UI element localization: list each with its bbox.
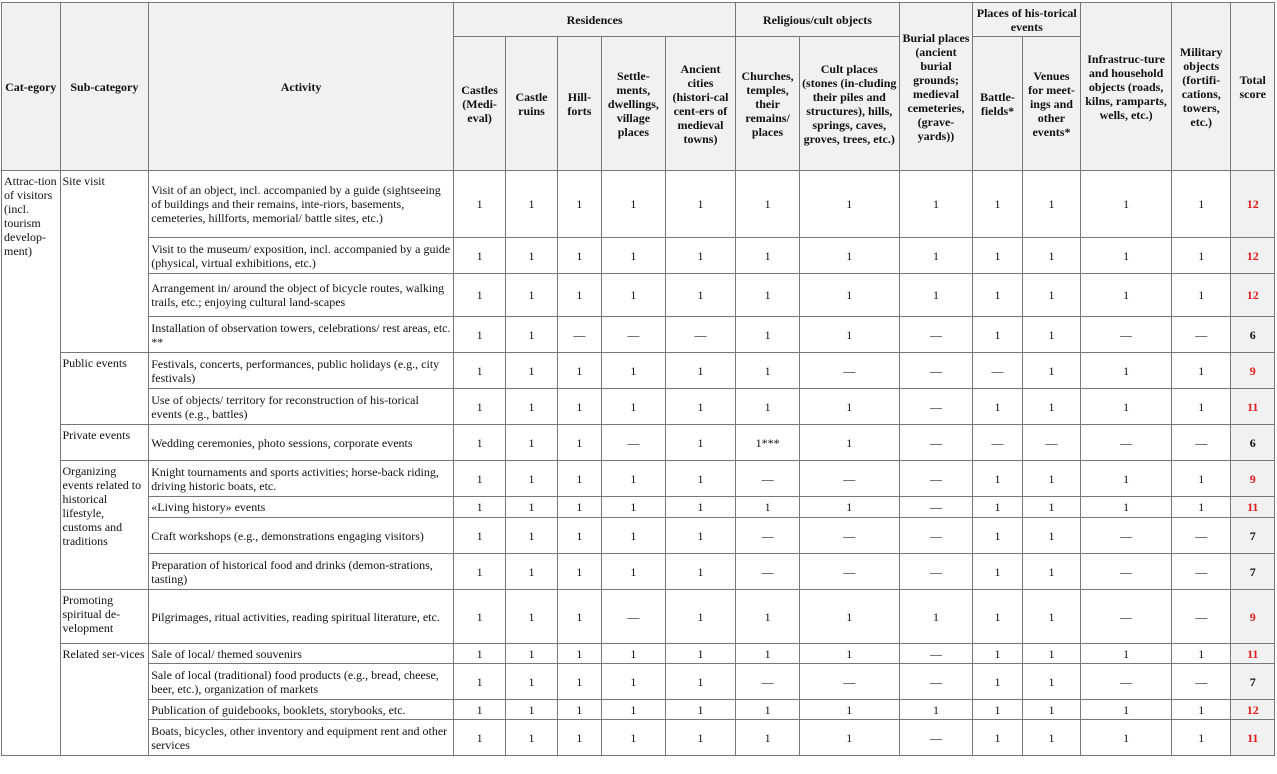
value-cell: 1 — [506, 389, 557, 425]
value-cell: 1 — [602, 518, 666, 554]
col-header-ancient-cities: Ancient cities (histori-cal cent-ers of medieval towns) — [665, 37, 736, 171]
value-cell: — — [1171, 664, 1231, 700]
total-score-cell: 12 — [1231, 171, 1275, 238]
value-cell: 1 — [899, 700, 973, 720]
col-header-castles: Castles (Medi-eval) — [453, 37, 505, 171]
table-row — [2, 425, 1275, 461]
value-cell: — — [602, 317, 666, 353]
value-cell: 1 — [665, 518, 736, 554]
value-cell: 1 — [1022, 720, 1081, 756]
activity-cell: Installation of observation towers, celebrations/ rest areas, etc. ** — [149, 317, 454, 353]
table-row — [2, 389, 1275, 425]
value-cell: 1 — [973, 238, 1022, 274]
value-cell: 1 — [602, 700, 666, 720]
table-row — [2, 171, 1275, 238]
value-cell: — — [899, 461, 973, 497]
value-cell: 1 — [1022, 238, 1081, 274]
value-cell: 1 — [899, 171, 973, 238]
subcategory-cell: Promoting spiritual de-velopment — [60, 590, 149, 644]
value-cell: — — [1081, 425, 1172, 461]
group-header-burial: Burial places (ancient burial grounds; medieval cemeteries, (grave-yards)) — [899, 3, 973, 171]
value-cell: 1 — [736, 171, 800, 238]
value-cell: 1 — [973, 497, 1022, 518]
value-cell: — — [1081, 317, 1172, 353]
value-cell: — — [1171, 317, 1231, 353]
value-cell: — — [899, 644, 973, 664]
value-cell: 1 — [973, 389, 1022, 425]
value-cell: 1 — [1171, 353, 1231, 389]
activity-cell: Pilgrimages, ritual activities, reading spiritual literature, etc. — [149, 590, 454, 644]
group-header-residences: Residences — [453, 3, 735, 37]
value-cell: 1 — [506, 554, 557, 590]
total-score-cell: 9 — [1231, 353, 1275, 389]
value-cell: — — [736, 554, 800, 590]
value-cell: — — [899, 389, 973, 425]
col-header-battlefields: Battle-fields* — [973, 37, 1022, 171]
value-cell: 1 — [1022, 554, 1081, 590]
value-cell: 1*** — [736, 425, 800, 461]
activity-cell: Knight tournaments and sports activities; horse-back riding, driving historic boats, etc. — [149, 461, 454, 497]
value-cell: 1 — [736, 720, 800, 756]
table-row — [2, 274, 1275, 317]
value-cell: — — [899, 425, 973, 461]
value-cell: 1 — [1171, 274, 1231, 317]
subcategory-cell: Public events — [60, 353, 149, 425]
value-cell: 1 — [453, 317, 505, 353]
value-cell: 1 — [1081, 461, 1172, 497]
activity-cell: Boats, bicycles, other inventory and equipment rent and other services — [149, 720, 454, 756]
subcategory-cell: Related ser-vices — [60, 644, 149, 756]
activity-cell: Sale of local/ themed souvenirs — [149, 644, 454, 664]
table-body — [2, 171, 1275, 756]
value-cell: 1 — [1081, 389, 1172, 425]
value-cell: 1 — [665, 700, 736, 720]
value-cell: 1 — [453, 720, 505, 756]
activity-cell: Wedding ceremonies, photo sessions, corporate events — [149, 425, 454, 461]
value-cell: 1 — [665, 590, 736, 644]
value-cell: 1 — [1022, 518, 1081, 554]
value-cell: 1 — [899, 590, 973, 644]
value-cell: 1 — [453, 518, 505, 554]
col-header-category: Cat-egory — [2, 3, 61, 171]
value-cell: 1 — [665, 389, 736, 425]
value-cell: 1 — [453, 554, 505, 590]
value-cell: 1 — [973, 700, 1022, 720]
value-cell: 1 — [665, 664, 736, 700]
activity-cell: Craft workshops (e.g., demonstrations engaging visitors) — [149, 518, 454, 554]
value-cell: 1 — [506, 425, 557, 461]
value-cell: 1 — [506, 274, 557, 317]
value-cell: 1 — [506, 720, 557, 756]
value-cell: 1 — [1022, 590, 1081, 644]
table-row — [2, 590, 1275, 644]
value-cell: 1 — [736, 700, 800, 720]
total-score-cell: 9 — [1231, 590, 1275, 644]
value-cell: 1 — [736, 644, 800, 664]
value-cell: — — [1081, 518, 1172, 554]
total-score-cell: 12 — [1231, 700, 1275, 720]
activity-cell: Visit to the museum/ exposition, incl. accompanied by a guide (physical, virtual exhibitions, etc.) — [149, 238, 454, 274]
activity-cell: Festivals, concerts, performances, public holidays (e.g., city festivals) — [149, 353, 454, 389]
value-cell: 1 — [665, 497, 736, 518]
col-header-activity: Activity — [149, 3, 454, 171]
value-cell: 1 — [665, 353, 736, 389]
value-cell: 1 — [799, 171, 899, 238]
value-cell: 1 — [1171, 389, 1231, 425]
total-score-cell: 6 — [1231, 317, 1275, 353]
value-cell: 1 — [1081, 353, 1172, 389]
value-cell: 1 — [799, 590, 899, 644]
value-cell: — — [799, 518, 899, 554]
value-cell: 1 — [799, 425, 899, 461]
value-cell: 1 — [799, 644, 899, 664]
value-cell: 1 — [736, 274, 800, 317]
value-cell: 1 — [557, 700, 601, 720]
value-cell: 1 — [602, 171, 666, 238]
value-cell: 1 — [1171, 461, 1231, 497]
value-cell: 1 — [506, 497, 557, 518]
value-cell: — — [973, 353, 1022, 389]
col-header-castle-ruins: Castle ruins — [506, 37, 557, 171]
total-score-cell: 12 — [1231, 238, 1275, 274]
value-cell: — — [665, 317, 736, 353]
value-cell: — — [1022, 425, 1081, 461]
group-header-military: Military objects (fortifi-cations, towers, etc.) — [1171, 3, 1231, 171]
value-cell: 1 — [973, 518, 1022, 554]
value-cell: — — [799, 554, 899, 590]
value-cell: 1 — [506, 171, 557, 238]
activity-scoring-table — [1, 2, 1275, 756]
subcategory-cell: Private events — [60, 425, 149, 461]
value-cell: 1 — [602, 497, 666, 518]
value-cell: — — [602, 590, 666, 644]
value-cell: — — [602, 425, 666, 461]
value-cell: 1 — [453, 590, 505, 644]
activity-cell: «Living history» events — [149, 497, 454, 518]
value-cell: 1 — [973, 664, 1022, 700]
col-header-hillforts: Hill-forts — [557, 37, 601, 171]
value-cell: 1 — [736, 389, 800, 425]
subcategory-cell: Site visit — [60, 171, 149, 353]
value-cell: 1 — [602, 353, 666, 389]
group-header-religious: Religious/cult objects — [736, 3, 899, 37]
col-header-churches: Churches, temples, their remains/ places — [736, 37, 800, 171]
group-header-infrastructure: Infrastruc-ture and household objects (roads, kilns, ramparts, wells, etc.) — [1081, 3, 1172, 171]
value-cell: 1 — [557, 274, 601, 317]
value-cell: 1 — [1081, 238, 1172, 274]
value-cell: — — [899, 554, 973, 590]
value-cell: 1 — [453, 353, 505, 389]
value-cell: — — [1081, 664, 1172, 700]
value-cell: 1 — [973, 171, 1022, 238]
value-cell: 1 — [1081, 497, 1172, 518]
table-row — [2, 497, 1275, 518]
value-cell: 1 — [557, 497, 601, 518]
total-score-cell: 6 — [1231, 425, 1275, 461]
value-cell: 1 — [736, 353, 800, 389]
value-cell: 1 — [736, 590, 800, 644]
value-cell: 1 — [1081, 274, 1172, 317]
value-cell: 1 — [557, 171, 601, 238]
value-cell: — — [799, 664, 899, 700]
value-cell: — — [736, 518, 800, 554]
col-header-total: Total score — [1231, 3, 1275, 171]
table-row — [2, 238, 1275, 274]
value-cell: 1 — [506, 664, 557, 700]
value-cell: 1 — [799, 317, 899, 353]
col-header-venues: Venues for meet-ings and other events* — [1022, 37, 1081, 171]
value-cell: 1 — [899, 274, 973, 317]
value-cell: 1 — [506, 644, 557, 664]
value-cell: 1 — [506, 461, 557, 497]
value-cell: 1 — [506, 700, 557, 720]
value-cell: 1 — [1081, 171, 1172, 238]
value-cell: 1 — [602, 389, 666, 425]
value-cell: 1 — [453, 274, 505, 317]
total-score-cell: 7 — [1231, 554, 1275, 590]
value-cell: 1 — [453, 497, 505, 518]
total-score-cell: 11 — [1231, 389, 1275, 425]
value-cell: 1 — [453, 644, 505, 664]
value-cell: 1 — [557, 664, 601, 700]
value-cell: 1 — [453, 171, 505, 238]
value-cell: — — [799, 461, 899, 497]
value-cell: — — [1081, 590, 1172, 644]
value-cell: 1 — [973, 461, 1022, 497]
value-cell: — — [1171, 590, 1231, 644]
value-cell: — — [736, 461, 800, 497]
table-row — [2, 664, 1275, 700]
value-cell: 1 — [1171, 238, 1231, 274]
value-cell: 1 — [557, 720, 601, 756]
value-cell: 1 — [1022, 389, 1081, 425]
value-cell: 1 — [557, 238, 601, 274]
value-cell: — — [973, 425, 1022, 461]
col-header-settlements: Settle-ments, dwellings, village places — [602, 37, 666, 171]
value-cell: 1 — [665, 720, 736, 756]
value-cell: 1 — [453, 389, 505, 425]
total-score-cell: 11 — [1231, 497, 1275, 518]
value-cell: — — [736, 664, 800, 700]
value-cell: — — [557, 317, 601, 353]
value-cell: 1 — [799, 238, 899, 274]
value-cell: 1 — [506, 518, 557, 554]
value-cell: 1 — [602, 664, 666, 700]
value-cell: 1 — [1171, 720, 1231, 756]
value-cell: 1 — [1022, 644, 1081, 664]
activity-cell: Arrangement in/ around the object of bicycle routes, walking trails, etc.; enjoying cultural land-scapes — [149, 274, 454, 317]
value-cell: 1 — [973, 317, 1022, 353]
activity-cell: Publication of guidebooks, booklets, storybooks, etc. — [149, 700, 454, 720]
total-score-cell: 7 — [1231, 518, 1275, 554]
value-cell: 1 — [506, 353, 557, 389]
table-row — [2, 720, 1275, 756]
total-score-cell: 9 — [1231, 461, 1275, 497]
table-row — [2, 518, 1275, 554]
value-cell: 1 — [799, 389, 899, 425]
group-header-historical-events: Places of his-torical events — [973, 3, 1081, 37]
value-cell: — — [1171, 518, 1231, 554]
table-row — [2, 554, 1275, 590]
value-cell: 1 — [1171, 644, 1231, 664]
value-cell: 1 — [665, 171, 736, 238]
total-score-cell: 12 — [1231, 274, 1275, 317]
value-cell: 1 — [1022, 274, 1081, 317]
value-cell: — — [899, 353, 973, 389]
value-cell: 1 — [973, 644, 1022, 664]
value-cell: 1 — [665, 238, 736, 274]
value-cell: 1 — [453, 238, 505, 274]
total-score-cell: 7 — [1231, 664, 1275, 700]
value-cell: 1 — [973, 274, 1022, 317]
value-cell: 1 — [665, 644, 736, 664]
value-cell: 1 — [453, 700, 505, 720]
value-cell: 1 — [602, 461, 666, 497]
value-cell: 1 — [665, 461, 736, 497]
value-cell: 1 — [557, 389, 601, 425]
category-cell: Attrac-tion of visitors (incl. tourism develop-ment) — [2, 171, 61, 756]
value-cell: 1 — [602, 720, 666, 756]
col-header-subcategory: Sub-category — [60, 3, 149, 171]
value-cell: 1 — [1022, 497, 1081, 518]
value-cell: 1 — [1081, 700, 1172, 720]
value-cell: — — [899, 664, 973, 700]
value-cell: 1 — [557, 644, 601, 664]
value-cell: 1 — [557, 425, 601, 461]
value-cell: 1 — [1022, 353, 1081, 389]
value-cell: 1 — [453, 425, 505, 461]
table-row — [2, 700, 1275, 720]
value-cell: 1 — [799, 274, 899, 317]
value-cell: 1 — [557, 353, 601, 389]
value-cell: 1 — [736, 497, 800, 518]
value-cell: 1 — [799, 720, 899, 756]
table-row — [2, 461, 1275, 497]
value-cell: 1 — [973, 590, 1022, 644]
total-score-cell: 11 — [1231, 644, 1275, 664]
value-cell: 1 — [1171, 171, 1231, 238]
value-cell: 1 — [1022, 171, 1081, 238]
value-cell: — — [899, 518, 973, 554]
value-cell: 1 — [1081, 644, 1172, 664]
value-cell: 1 — [1081, 720, 1172, 756]
value-cell: 1 — [799, 700, 899, 720]
subcategory-cell: Organizing events related to historical lifestyle, customs and traditions — [60, 461, 149, 590]
value-cell: 1 — [973, 720, 1022, 756]
value-cell: 1 — [1022, 461, 1081, 497]
value-cell: 1 — [557, 461, 601, 497]
activity-cell: Sale of local (traditional) food products (e.g., bread, cheese, beer, etc.), organization of markets — [149, 664, 454, 700]
table-row — [2, 317, 1275, 353]
value-cell: 1 — [1022, 700, 1081, 720]
value-cell: — — [1171, 425, 1231, 461]
value-cell: 1 — [899, 238, 973, 274]
value-cell: 1 — [665, 554, 736, 590]
value-cell: — — [899, 720, 973, 756]
value-cell: 1 — [1022, 664, 1081, 700]
value-cell: 1 — [557, 554, 601, 590]
table-row — [2, 353, 1275, 389]
total-score-cell: 11 — [1231, 720, 1275, 756]
value-cell: — — [899, 497, 973, 518]
value-cell: 1 — [453, 664, 505, 700]
value-cell: — — [1081, 554, 1172, 590]
value-cell: 1 — [736, 238, 800, 274]
value-cell: 1 — [665, 274, 736, 317]
value-cell: — — [899, 317, 973, 353]
value-cell: 1 — [665, 425, 736, 461]
value-cell: 1 — [602, 238, 666, 274]
value-cell: — — [799, 353, 899, 389]
col-header-cult-places: Cult places (stones (in-cluding their piles and structures), hills, springs, caves, groves, trees, etc.) — [799, 37, 899, 171]
value-cell: 1 — [602, 554, 666, 590]
value-cell: 1 — [602, 274, 666, 317]
value-cell: 1 — [1022, 317, 1081, 353]
value-cell: 1 — [736, 317, 800, 353]
value-cell: 1 — [973, 554, 1022, 590]
value-cell: 1 — [1171, 497, 1231, 518]
value-cell: 1 — [506, 238, 557, 274]
value-cell: 1 — [799, 497, 899, 518]
activity-cell: Use of objects/ territory for reconstruction of his-torical events (e.g., battles) — [149, 389, 454, 425]
value-cell: — — [1171, 554, 1231, 590]
value-cell: 1 — [557, 590, 601, 644]
value-cell: 1 — [602, 644, 666, 664]
value-cell: 1 — [453, 461, 505, 497]
activity-cell: Visit of an object, incl. accompanied by a guide (sightseeing of buildings and their remains, inte-riors, basements, cemeteries, hillforts, memorial/ battle sites, etc.) — [149, 171, 454, 238]
table-row — [2, 644, 1275, 664]
value-cell: 1 — [506, 317, 557, 353]
value-cell: 1 — [1171, 700, 1231, 720]
value-cell: 1 — [557, 518, 601, 554]
activity-cell: Preparation of historical food and drinks (demon-strations, tasting) — [149, 554, 454, 590]
value-cell: 1 — [506, 590, 557, 644]
